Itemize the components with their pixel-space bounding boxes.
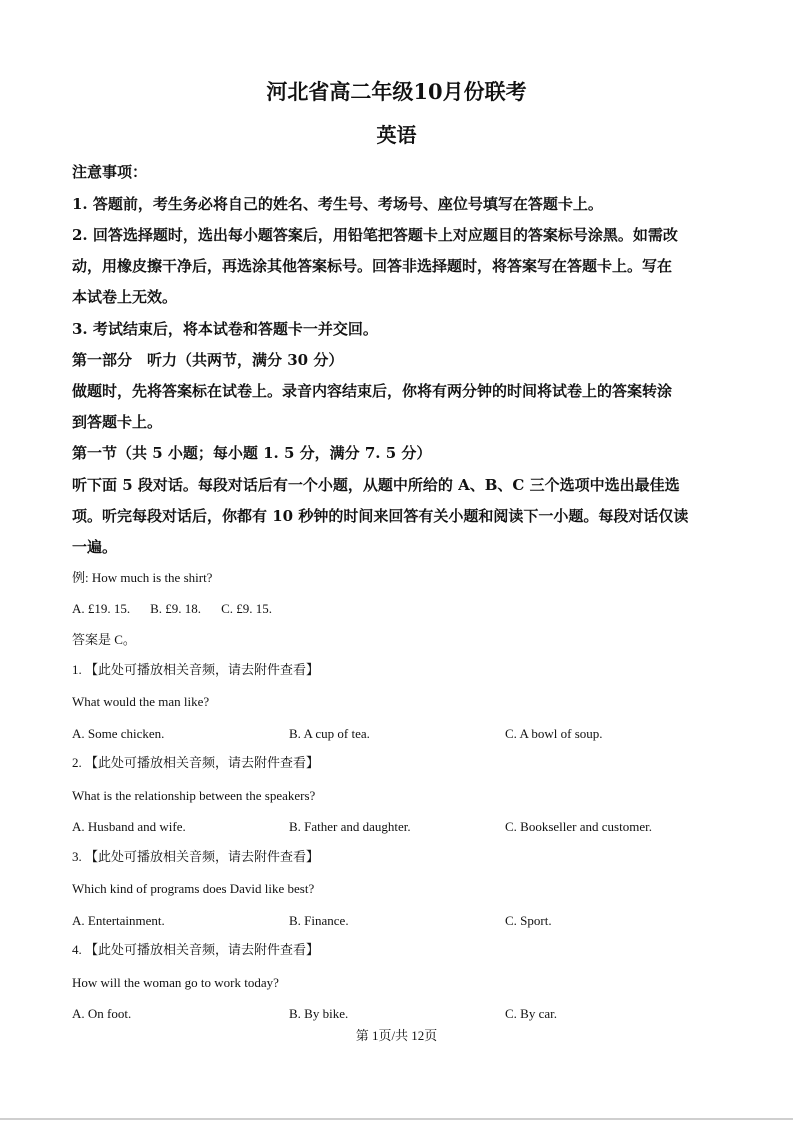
question-text: How will the woman go to work today? [72,975,279,990]
note-item-3: 3. 考试结束后，将本试卷和答题卡一并交回。 [72,320,378,338]
option-c: C. Sport. [505,913,552,928]
option-a: A. Husband and wife. [72,819,186,834]
audio-placeholder[interactable]: 2. 【此处可播放相关音频，请去附件查看】 [72,755,320,770]
option-c: C. By car. [505,1006,557,1021]
example-question: 例: How much is the shirt? [72,570,213,585]
option-a: A. On foot. [72,1006,132,1021]
part1-heading: 第一部分 听力（共两节，满分 30 分） [72,351,344,369]
subject-title: 英语 [376,123,417,147]
page-number: 第 1页/共 12页 [355,1028,438,1043]
section1-instruction-line-1: 听下面 5 段对话。每段对话后有一个小题，从题中所给的 A、B、C 三个选项中选出最佳选 [72,476,680,494]
option-b: B. Father and daughter. [289,819,411,834]
example-option-a: A. £19. 15. [72,601,131,616]
note-item-1: 1. 答题前，考生务必将自己的姓名、考生号、考场号、座位号填写在答题卡上。 [72,195,603,213]
part1-instruction-line-2: 到答题卡上。 [72,413,163,431]
section1-instruction-line-2: 项。听完每段对话后，你都有 10 秒钟的时间来回答有关小题和阅读下一小题。每段对话仅读 [72,507,689,525]
example-answer: 答案是 C。 [72,632,136,647]
note-item-2-line-1: 2. 回答选择题时，选出每小题答案后，用铅笔把答题卡上对应题目的答案标号涂黑。如需改 [72,226,678,244]
option-b: B. Finance. [289,913,349,928]
note-item-2-line-2: 动，用橡皮擦干净后，再选涂其他答案标号。回答非选择题时，将答案写在答题卡上。写在 [72,257,673,275]
audio-placeholder[interactable]: 3. 【此处可播放相关音频，请去附件查看】 [72,849,320,864]
question-text: What is the relationship between the speakers? [72,788,316,803]
option-a: A. Some chicken. [72,726,165,741]
option-a: A. Entertainment. [72,913,165,928]
section1-heading: 第一节（共 5 小题；每小题 1. 5 分，满分 7. 5 分） [72,444,432,462]
option-b: B. A cup of tea. [289,726,370,741]
option-b: B. By bike. [289,1006,349,1021]
option-c: C. A bowl of soup. [505,726,603,741]
page-divider [0,1118,793,1120]
audio-placeholder[interactable]: 1. 【此处可播放相关音频，请去附件查看】 [72,662,320,677]
option-c: C. Bookseller and customer. [505,819,652,834]
question-text: What would the man like? [72,694,210,709]
exam-title: 河北省高二年级10月份联考 [266,79,527,104]
example-option-b: B. £9. 18. [150,601,202,616]
question-text: Which kind of programs does David like best? [72,881,315,896]
example-option-c: C. £9. 15. [221,601,272,616]
example-options [72,600,292,618]
note-item-2-line-3: 本试卷上无效。 [72,288,178,306]
notes-heading: 注意事项： [72,163,148,181]
audio-placeholder[interactable]: 4. 【此处可播放相关音频，请去附件查看】 [72,942,320,957]
part1-instruction-line-1: 做题时，先将答案标在试卷上。录音内容结束后，你将有两分钟的时间将试卷上的答案转涂 [72,382,673,400]
section1-instruction-line-3: 一遍。 [72,538,118,556]
